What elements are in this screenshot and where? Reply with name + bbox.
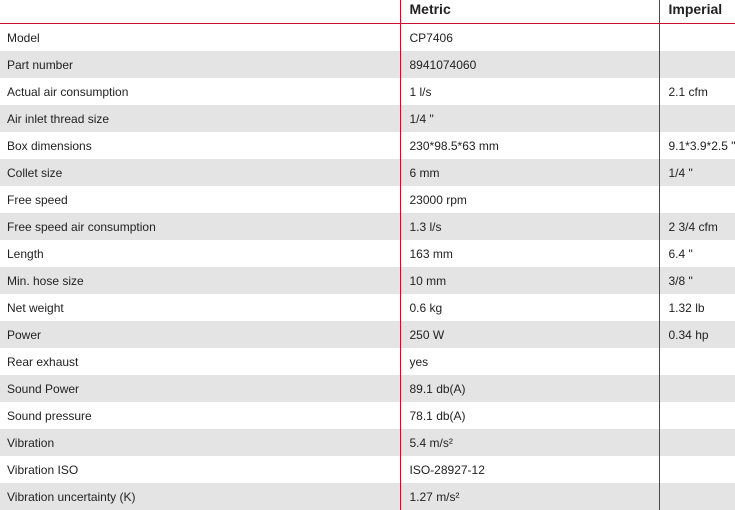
spec-label: Part number (0, 51, 400, 78)
spec-imperial-value (659, 348, 735, 375)
spec-label: Length (0, 240, 400, 267)
header-metric: Metric (400, 0, 659, 24)
spec-label: Actual air consumption (0, 78, 400, 105)
spec-imperial-value (659, 105, 735, 132)
spec-metric-value: 89.1 db(A) (400, 375, 659, 402)
spec-imperial-value (659, 456, 735, 483)
spec-label: Sound Power (0, 375, 400, 402)
spec-label: Model (0, 24, 400, 52)
spec-metric-value: 1.3 l/s (400, 213, 659, 240)
table-row (0, 186, 735, 213)
table-row (0, 321, 735, 348)
spec-metric-value: 6 mm (400, 159, 659, 186)
table-row (0, 105, 735, 132)
table-row (0, 132, 735, 159)
spec-imperial-value (659, 51, 735, 78)
spec-metric-value: 1/4 " (400, 105, 659, 132)
table-row (0, 213, 735, 240)
spec-metric-value: CP7406 (400, 24, 659, 52)
spec-metric-value: 250 W (400, 321, 659, 348)
spec-label: Free speed (0, 186, 400, 213)
spec-metric-value: 1.27 m/s² (400, 483, 659, 510)
spec-imperial-value: 2.1 cfm (659, 78, 735, 105)
spec-imperial-value (659, 402, 735, 429)
table-row (0, 24, 735, 52)
header-row (0, 0, 735, 24)
spec-metric-value: 163 mm (400, 240, 659, 267)
spec-label: Vibration ISO (0, 456, 400, 483)
spec-imperial-value: 3/8 " (659, 267, 735, 294)
spec-label: Min. hose size (0, 267, 400, 294)
spec-metric-value: 78.1 db(A) (400, 402, 659, 429)
spec-label: Vibration uncertainty (K) (0, 483, 400, 510)
table-row (0, 159, 735, 186)
spec-metric-value: 5.4 m/s² (400, 429, 659, 456)
spec-imperial-value (659, 429, 735, 456)
table-row (0, 240, 735, 267)
spec-imperial-value (659, 375, 735, 402)
spec-metric-value: ISO-28927-12 (400, 456, 659, 483)
spec-imperial-value: 6.4 " (659, 240, 735, 267)
spec-metric-value: 230*98.5*63 mm (400, 132, 659, 159)
spec-imperial-value: 9.1*3.9*2.5 " (659, 132, 735, 159)
table-row (0, 267, 735, 294)
spec-imperial-value: 2 3/4 cfm (659, 213, 735, 240)
spec-imperial-value (659, 24, 735, 52)
table-row (0, 375, 735, 402)
table-body (0, 24, 735, 510)
spec-metric-value: 0.6 kg (400, 294, 659, 321)
spec-metric-value: yes (400, 348, 659, 375)
spec-imperial-value: 1.32 lb (659, 294, 735, 321)
spec-imperial-value: 0.34 hp (659, 321, 735, 348)
header-imperial: Imperial (659, 0, 735, 24)
table-header (0, 0, 735, 24)
spec-metric-value: 23000 rpm (400, 186, 659, 213)
spec-label: Free speed air consumption (0, 213, 400, 240)
spec-label: Box dimensions (0, 132, 400, 159)
spec-metric-value: 8941074060 (400, 51, 659, 78)
spec-metric-value: 1 l/s (400, 78, 659, 105)
spec-imperial-value (659, 186, 735, 213)
spec-label: Vibration (0, 429, 400, 456)
table-row (0, 294, 735, 321)
table-row (0, 456, 735, 483)
table-row (0, 78, 735, 105)
spec-label: Net weight (0, 294, 400, 321)
spec-imperial-value: 1/4 " (659, 159, 735, 186)
spec-label: Power (0, 321, 400, 348)
table-row (0, 348, 735, 375)
spec-metric-value: 10 mm (400, 267, 659, 294)
spec-label: Collet size (0, 159, 400, 186)
header-property (0, 0, 400, 24)
spec-label: Sound pressure (0, 402, 400, 429)
spec-label: Rear exhaust (0, 348, 400, 375)
table-row (0, 51, 735, 78)
table-row (0, 429, 735, 456)
table-row (0, 402, 735, 429)
spec-label: Air inlet thread size (0, 105, 400, 132)
